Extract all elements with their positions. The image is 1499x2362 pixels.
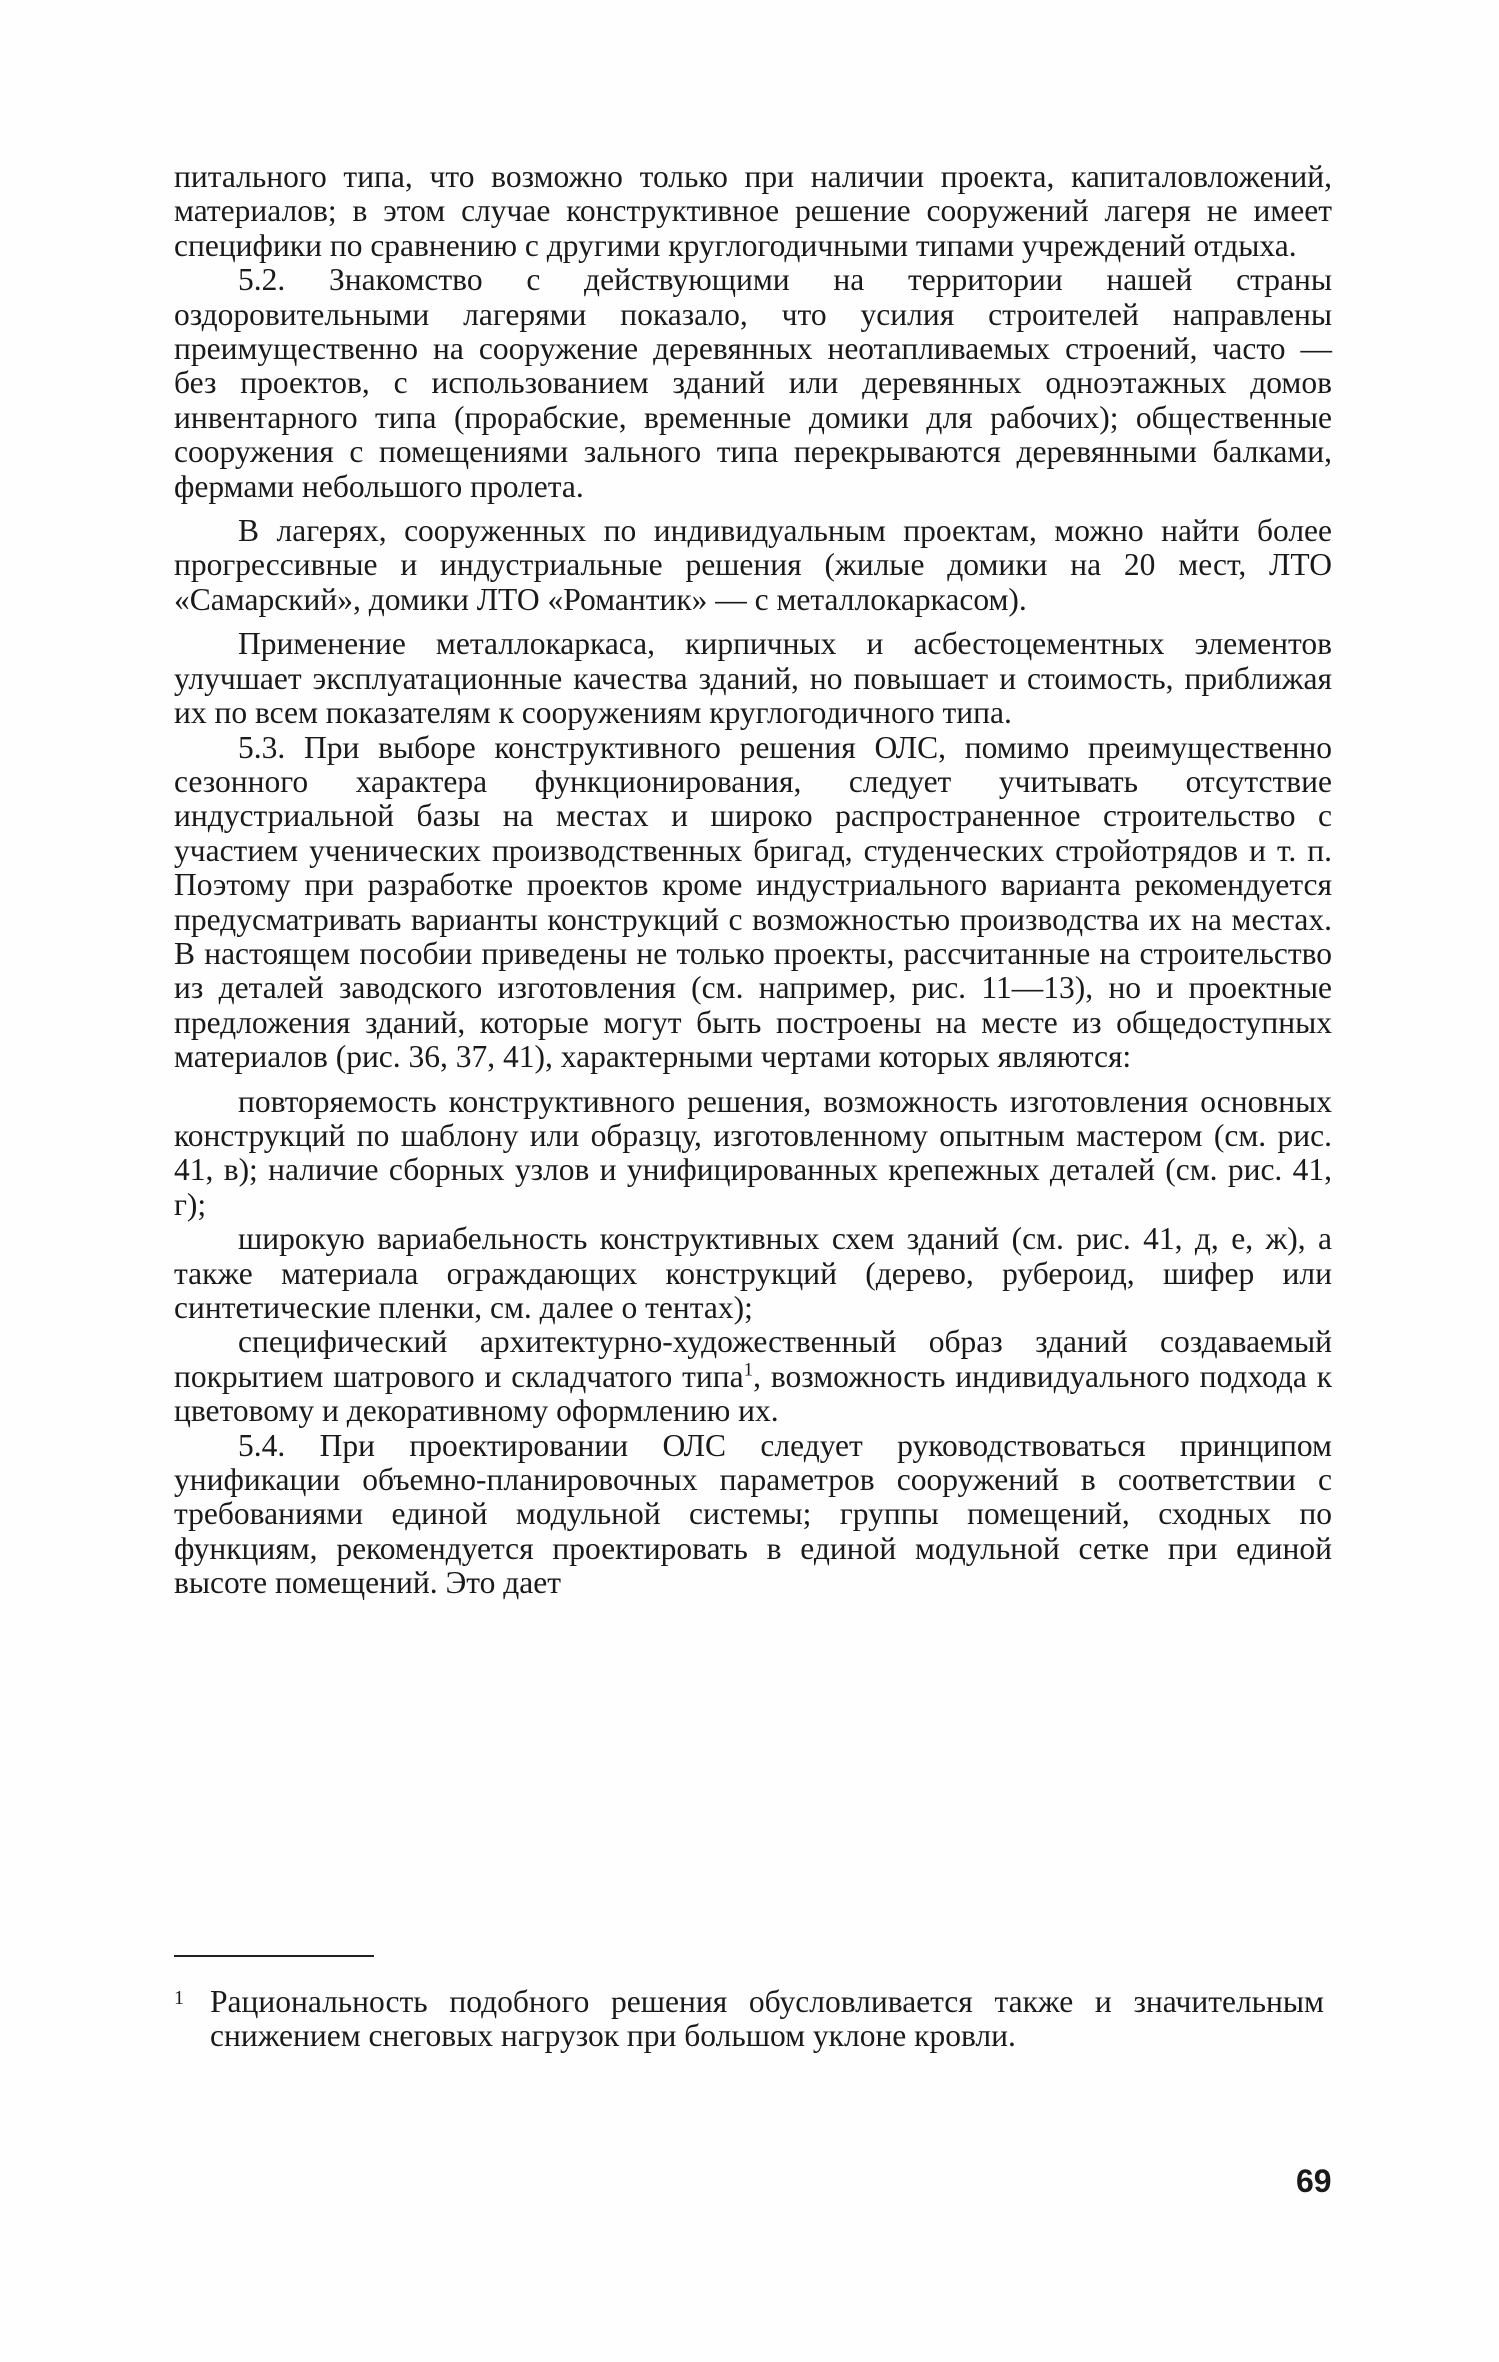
- paragraph-4: Применение металлокаркаса, кирпичных и асбестоцементных элементов улучшает эксплуатационные качества зданий, но повышает и стоимость, приближая их по всем показателям к сооружениям круглогодичного типа.: [174, 626, 1332, 731]
- paragraph-8-start: специфический архитектурно-художественный образ зданий создаваемый покрытием шатрового и складчатого типа: [174, 1324, 1332, 1394]
- paragraph-8: [174, 1325, 1332, 1428]
- page-number: 69: [1296, 2163, 1332, 2199]
- footnote-reference: 1: [743, 1359, 754, 1381]
- paragraph-3: В лагерях, сооруженных по индивидуальным проектам, можно найти более прогрессивные и индустриальные решения (жилые домики на 20 мест, ЛТО «Самарский», домики ЛТО «Романтик» — с металлокаркасом).: [174, 513, 1332, 617]
- paragraph-9: 5.4. При проектировании ОЛС следует руководствоваться принципом унификации объемно-планировочных параметров сооружений в соответствии с требованиями единой модульной системы; группы помещений, сходных по функциям, рекомендуется проектировать в единой модульной сетке при единой высоте помещений. Это дает: [174, 1427, 1332, 1601]
- paragraph-5: 5.3. При выборе конструктивного решения ОЛС, помимо преимущественно сезонного характера функционирования, следует учитывать отсутствие индустриальной базы на местах и широко распространенное строительство с участием ученических производственных бригад, студенческих стройотрядов и т. п. Поэтому при разработке проектов кроме индустриального варианта рекомендуется предусматривать варианты конструкций с возможностью производства их на местах. В настоящем пособии приведены не только проекты, рассчитанные на строительство из деталей заводского изготовления (см. например, рис. 11—13), но и проектные предложения зданий, которые могут быть построены на месте из общедоступных материалов (рис. 36, 37, 41), характерными чертами которых являются:: [174, 729, 1332, 1075]
- paragraph-2: 5.2. Знакомство с действующими на территории нашей страны оздоровительными лагерями показало, что усилия строителей направлены преимущественно на сооружение деревянных неотапливаемых строений, часто — без проектов, с использованием зданий или деревянных одноэтажных домов инвентарного типа (прорабские, временные домики для рабочих); общественные сооружения с помещениями зального типа перекрываются деревянными балками, фермами небольшого пролета.: [174, 262, 1332, 504]
- footnote-divider: [174, 1955, 374, 1957]
- footnote-text: Рациональность подобного решения обусловливается также и значительным снижением снеговых нагрузок при большом уклоне кровли.: [210, 1984, 1324, 2053]
- paragraph-8-end: , возможность индивидуального подхода к цветовому и декоративному оформлению их.: [174, 1358, 1332, 1429]
- paragraph-7: широкую вариабельность конструктивных схем зданий (см. рис. 41, д, е, ж), а также материала ограждающих конструкций (дерево, рубероид, шифер или синтетические пленки, см. далее о тентах);: [174, 1221, 1332, 1325]
- footnote-mark: 1: [174, 1987, 184, 2009]
- footnote: [174, 1985, 1332, 2053]
- body-text: [174, 160, 1332, 1601]
- paragraph-6: повторяемость конструктивного решения, возможность изготовления основных конструкций по шаблону или образцу, изготовленному опытным мастером (см. рис. 41, в); наличие сборных узлов и унифицированных крепежных деталей (см. рис. 41, г);: [174, 1083, 1332, 1222]
- paragraph-1: питального типа, что возможно только при наличии проекта, капиталовложений, материалов; в этом случае конструктивное решение сооружений лагеря не имеет специфики по сравнению с другими круглогодичными типами учреждений отдыха.: [174, 159, 1332, 263]
